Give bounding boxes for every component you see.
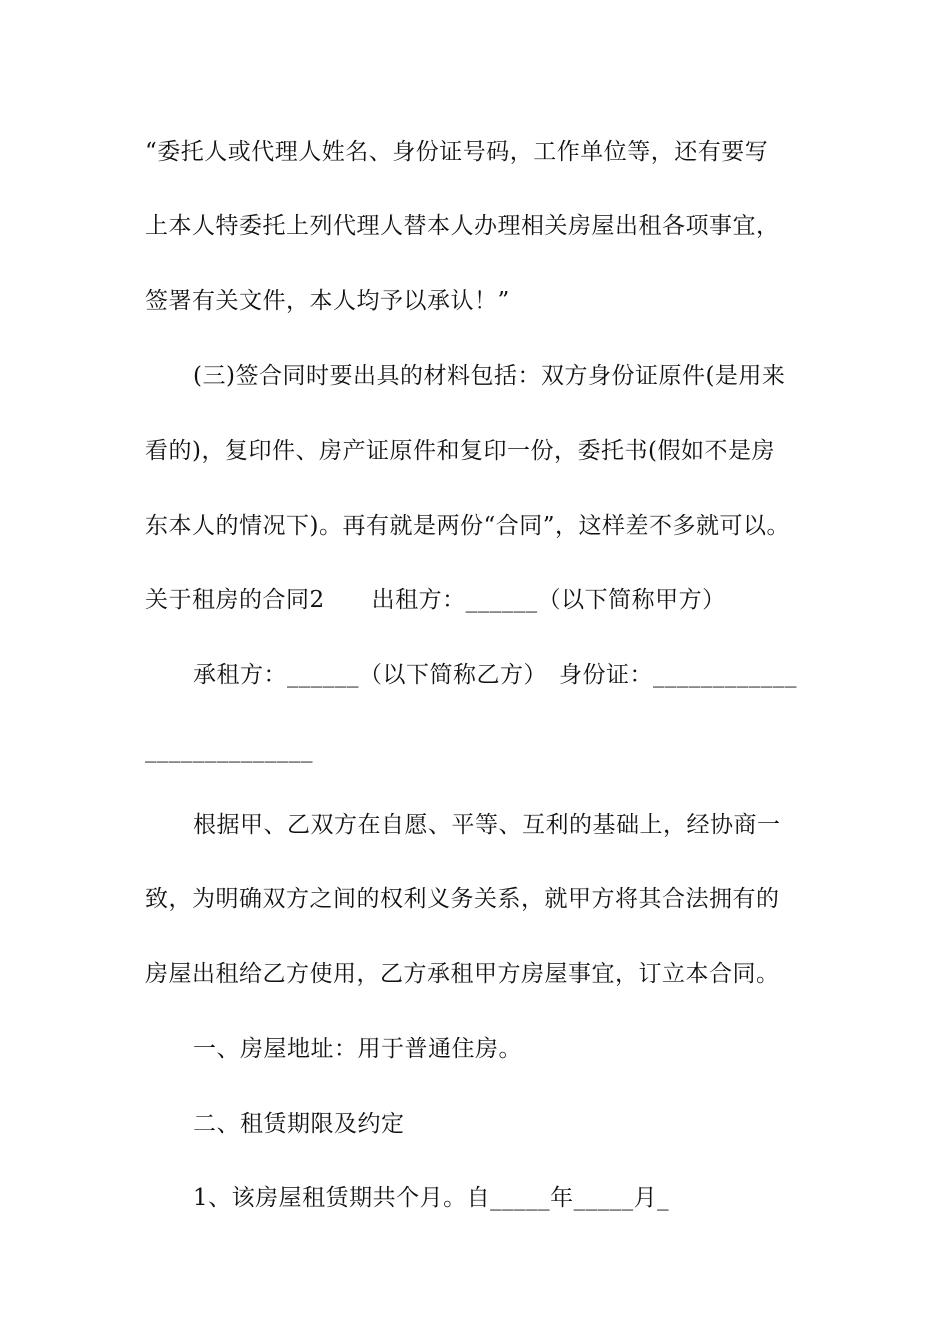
text-line: 看的)，复印件、房产证原件和复印一份，委托书(假如不是房 — [145, 438, 775, 464]
section-heading: 二、租赁期限及约定 — [193, 1111, 405, 1137]
blank-line: ______________ — [145, 737, 313, 763]
text-line: 致，为明确双方之间的权利义务关系，就甲方将其合法拥有的 — [145, 886, 780, 912]
contract-heading-line: 关于租房的合同2 出租方：______（以下简称甲方） — [145, 587, 726, 613]
text-line: 根据甲、乙双方在自愿、平等、互利的基础上，经协商一 — [193, 812, 781, 838]
text-line: 房屋出租给乙方使用，乙方承租甲方房屋事宜，订立本合同。 — [145, 961, 780, 987]
text-line: “委托人或代理人姓名、身份证号码，工作单位等，还有要写 — [145, 139, 769, 165]
section-heading: 一、房屋地址：用于普通住房。 — [193, 1036, 522, 1062]
text-line: 承租方：______（以下简称乙方） 身份证：____________ — [193, 662, 797, 688]
text-line: 上本人特委托上列代理人替本人办理相关房屋出租各项事宜， — [145, 213, 780, 239]
text-line: 签署有关文件，本人均予以承认！” — [145, 288, 510, 314]
text-line: (三)签合同时要出具的材料包括：双方身份证原件(是用来 — [193, 363, 786, 389]
text-line: 东本人的情况下)。再有就是两份“合同”，这样差不多就可以。 — [145, 513, 790, 539]
text-line: 1、该房屋租赁期共个月。自_____年_____月_ — [193, 1185, 670, 1211]
